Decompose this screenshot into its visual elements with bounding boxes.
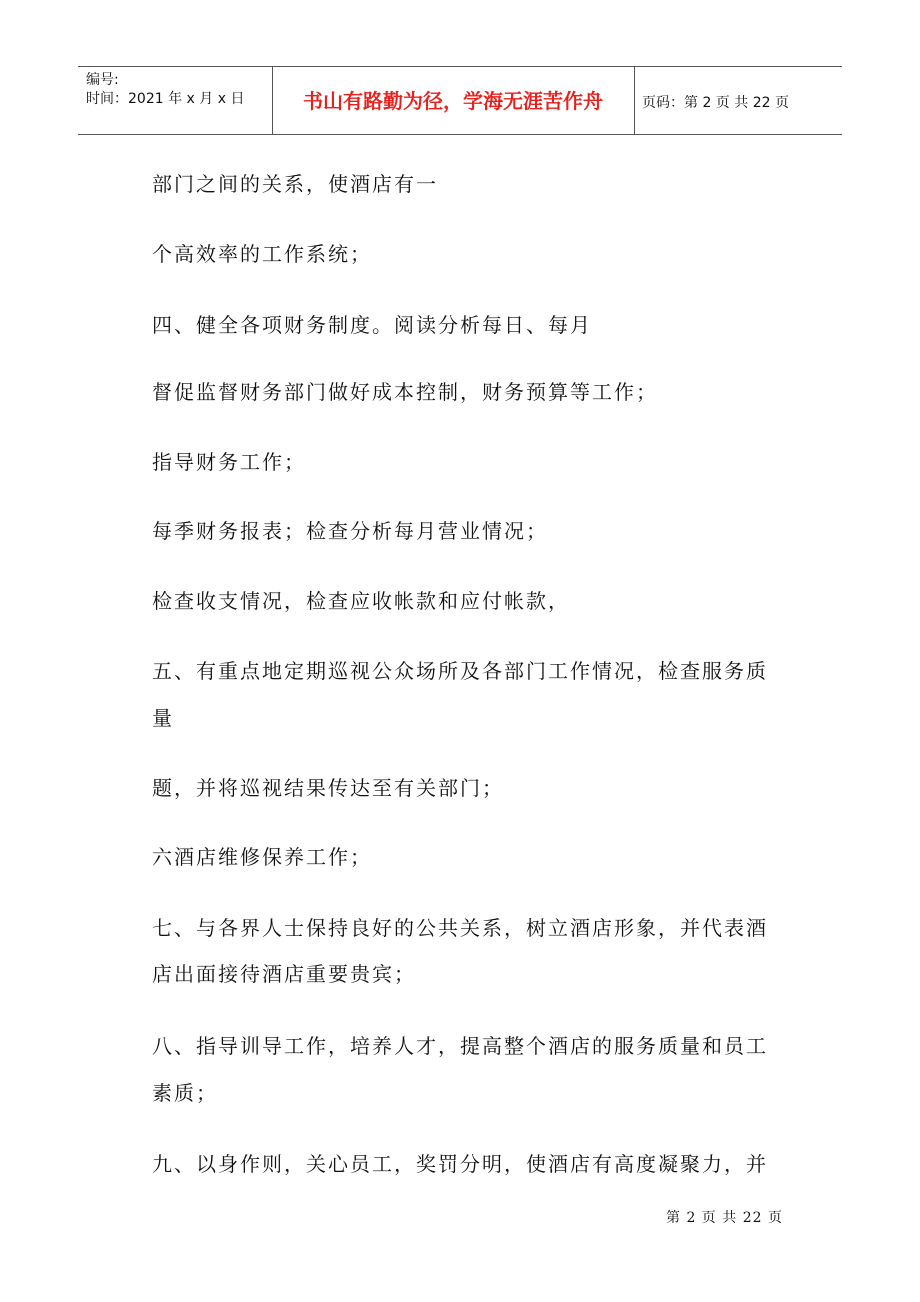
body-line: 四、健全各项财务制度。阅读分析每日、每月 [152,313,592,337]
header-divider-right [634,67,635,134]
body-line: 素质； [152,1081,218,1105]
body-line: 量 [152,706,174,730]
body-line: 每季财务报表；检查分析每月营业情况； [152,519,548,543]
body-line: 题，并将巡视结果传达至有关部门； [152,776,504,800]
body-line: 督促监督财务部门做好成本控制，财务预算等工作； [152,380,658,404]
body-line: 九、以身作则，关心员工，奖罚分明，使酒店有高度凝聚力，并 [152,1152,768,1176]
header-meta [86,71,244,109]
body-line: 八、指导训导工作，培养人才，提高整个酒店的服务质量和员工 [152,1034,768,1058]
body-line: 部门之间的关系，使酒店有一 [152,172,438,196]
header-divider-left [272,67,273,134]
body-line: 指导财务工作； [152,450,306,474]
body-line: 七、与各界人士保持良好的公共关系，树立酒店形象，并代表酒 [152,916,768,940]
body-line: 六酒店维修保养工作； [152,845,372,869]
page-header [78,66,842,135]
header-number-label: 编号: [86,72,119,88]
body-line: 店出面接待酒店重要贵宾； [152,962,416,986]
page-footer: 第 2 页 共 22 页 [666,1210,783,1226]
header-page-info: 页码：第 2 页 共 22 页 [642,95,789,111]
header-time-label: 时间：2021 年 x 月 x 日 [86,91,245,107]
header-motto: 书山有路勤为径，学海无涯苦作舟 [303,89,603,113]
body-line: 检查收支情况，检查应收帐款和应付帐款， [152,589,570,613]
body-line: 个高效率的工作系统； [152,242,372,266]
body-line: 五、有重点地定期巡视公众场所及各部门工作情况，检查服务质 [152,659,768,683]
